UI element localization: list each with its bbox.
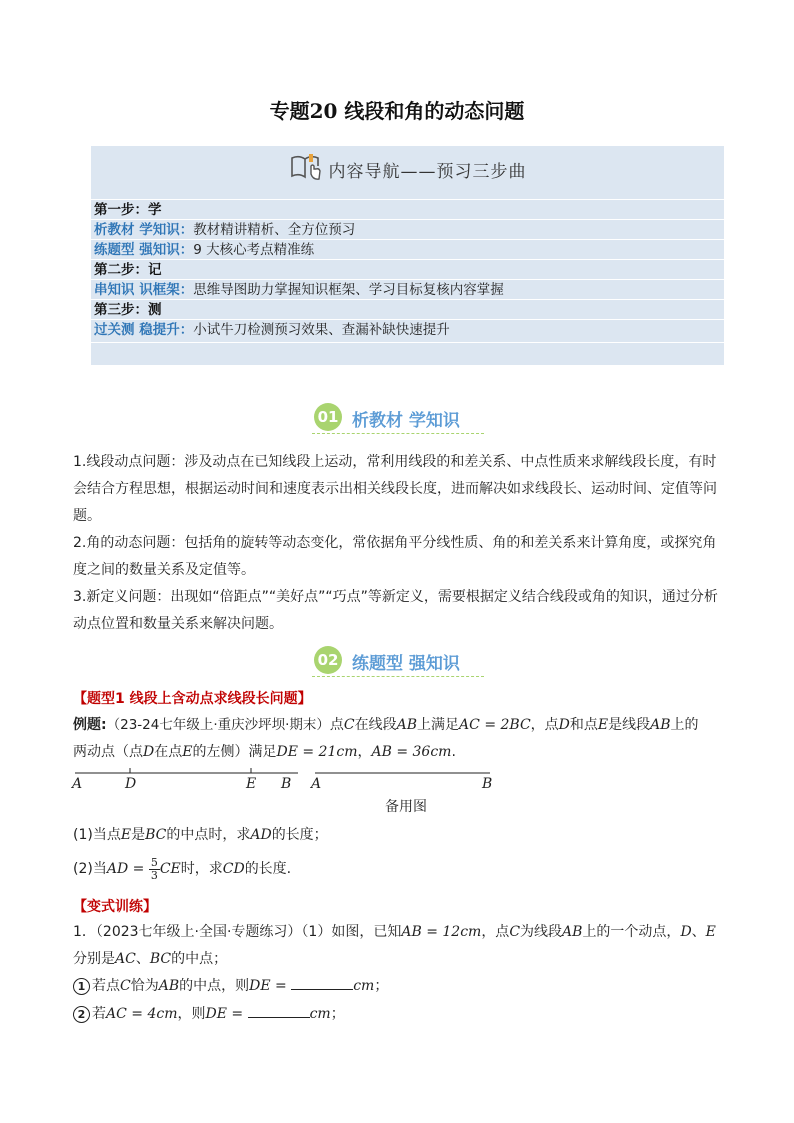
answer-blank[interactable] (248, 1003, 310, 1018)
text: 若 (92, 1006, 106, 1022)
text: ； (374, 978, 389, 994)
math-eq: AB = 12cm (401, 924, 482, 940)
math-var: C (343, 717, 355, 733)
point-label-d: D (125, 776, 137, 792)
nav-header-title: 内容导航——预习三步曲 (328, 161, 527, 182)
knowledge-paragraph: 1.线段动点问题：涉及动点在已知线段上运动，常利用线段的和差关系、中点性质来求解线段长度，有时会结合方程思想，根据运动时间和速度表示出相关线段长度，进而解决如求线段长、运动时间、定值等问题。 (73, 454, 717, 524)
nav-row-text: 小试牛刀检测预习效果、查漏补缺快速提升 (193, 322, 450, 338)
nav-row-label: 过关测 稳提升： (94, 322, 194, 338)
nav-row-framework (94, 280, 504, 300)
text: 在线段 (354, 717, 397, 733)
text: 上满足 (417, 717, 460, 733)
nav-row-step3 (94, 300, 162, 320)
text: 若点 (92, 978, 120, 994)
math-var: C (509, 924, 521, 940)
point-label-a: A (72, 776, 83, 792)
text: ，则 (177, 1006, 206, 1022)
math-var: BC (149, 951, 172, 967)
knowledge-paragraph: 3.新定义问题：出现如“倍距点”“美好点”“巧点”等新定义，需要根据定义结合线段或角的知识，通过分析动点位置和数量关系来解决问题。 (73, 589, 718, 632)
unit: cm (309, 1006, 331, 1022)
text: 是 (131, 827, 146, 843)
text: 恰为 (130, 978, 159, 994)
math-var: AB (562, 924, 583, 940)
nav-row-label: 第三步：测 (94, 302, 162, 318)
nav-row-step1 (94, 200, 162, 220)
text: 1．（2023七年级上·全国·专题练习）（1）如图，已知 (73, 924, 402, 940)
math-var: E (597, 717, 609, 733)
text: ； (330, 1006, 345, 1022)
nav-row-test (94, 320, 450, 340)
math-eq: AB = 36cm (371, 744, 452, 760)
math-eq: DE = (249, 978, 287, 994)
sub-question-2 (73, 1001, 723, 1028)
point-label-b-spare: B (482, 776, 493, 792)
circled-number: 1 (73, 978, 90, 995)
math-var: BC (145, 827, 167, 843)
math-var: AB (650, 717, 671, 733)
variant-line-2 (73, 946, 723, 973)
point-label-b: B (281, 776, 292, 792)
math-eq: DE = (205, 1006, 244, 1022)
example-line-1 (73, 712, 723, 739)
text: (1)当点 (73, 827, 121, 843)
example-label: 例题: (73, 717, 107, 733)
section-title: 析教材 学知识 (352, 411, 460, 431)
book-hand-icon (289, 152, 323, 186)
section-number-badge: 01 (314, 403, 342, 431)
page-title: 专题20 线段和角的动态问题 (269, 99, 525, 123)
text: 的中点，则 (179, 978, 250, 994)
text: 的长度. (244, 861, 292, 877)
question-2 (73, 852, 723, 886)
text: 的中点； (171, 951, 228, 967)
math-var: E (182, 744, 193, 760)
section-divider (312, 433, 484, 434)
nav-row-label: 第一步：学 (94, 202, 162, 218)
math-var: D (143, 744, 155, 760)
math-var: CE (159, 861, 181, 877)
nav-row-practice (94, 240, 314, 260)
example-line-2 (73, 739, 723, 766)
math-eq: AD = (106, 861, 145, 877)
answer-blank[interactable] (291, 975, 353, 990)
text: . (451, 744, 456, 760)
circled-number: 2 (73, 1006, 90, 1023)
nav-row-textbook (94, 220, 355, 240)
math-var: D (558, 717, 570, 733)
text: 、 (135, 951, 150, 967)
fraction-denominator: 3 (150, 868, 158, 882)
nav-row-step2 (94, 260, 162, 280)
math-var: AD (250, 827, 272, 843)
text: ， (357, 744, 372, 760)
text: 两动点（点 (73, 744, 143, 760)
text: 分别是 (73, 951, 115, 967)
text: 上的 (670, 717, 699, 733)
nav-row-label: 练题型 强知识： (94, 242, 194, 258)
text: (2)当 (73, 861, 107, 877)
nav-row-text: 思维导图助力掌握知识框架、学习目标复核内容掌握 (193, 282, 504, 298)
math-eq: DE = 21cm (276, 744, 358, 760)
text: 的左侧）满足 (192, 744, 277, 760)
section-number-badge: 02 (314, 646, 342, 674)
math-eq: AC = 4cm (106, 1006, 178, 1022)
sub-question-1 (73, 973, 723, 1000)
fraction (149, 857, 160, 882)
point-label-e: E (246, 776, 257, 792)
text: 和点 (569, 717, 598, 733)
math-var: AB (158, 978, 180, 994)
unit: cm (353, 978, 375, 994)
question-1 (73, 822, 723, 849)
knowledge-paragraph: 2.角的动态问题：包括角的旋转等动态变化，常依据角平分线性质、角的和差关系来计算角度，或探究角度之间的数量关系及定值等。 (73, 535, 717, 578)
math-var: E (120, 827, 132, 843)
math-var: D (680, 924, 692, 940)
math-var: CD (222, 861, 245, 877)
nav-row-label: 第二步：记 (94, 262, 162, 278)
math-var: C (120, 978, 131, 994)
nav-header (91, 146, 724, 192)
nav-row-text: 教材精讲精析、全方位预习 (193, 222, 356, 238)
example-source: （23-24七年级上·重庆沙坪坝·期末） (106, 717, 330, 733)
fraction-numerator: 5 (150, 855, 158, 869)
text: 的长度； (271, 827, 328, 843)
text: 为线段 (520, 924, 563, 940)
section-divider (312, 676, 484, 677)
nav-row-label: 串知识 识框架： (94, 282, 194, 298)
text: ，点 (481, 924, 510, 940)
text: 点 (329, 717, 344, 733)
text: 时，求 (180, 861, 223, 877)
text: 在点 (154, 744, 183, 760)
question-type-heading: 【题型1 线段上含动点求线段长问题】 (73, 691, 312, 707)
math-var: AB (396, 717, 418, 733)
nav-row-text: 9 大核心考点精准练 (193, 242, 315, 258)
math-eq: AC = 2BC (459, 717, 531, 733)
text: 上的一个动点， (582, 924, 681, 940)
figure-caption: 备用图 (385, 799, 427, 815)
math-var: AC (115, 951, 136, 967)
section-title: 练题型 强知识 (352, 654, 460, 674)
math-var: E (705, 924, 716, 940)
variant-heading: 【变式训练】 (73, 899, 157, 915)
point-label-a-spare: A (311, 776, 322, 792)
text: 的中点时，求 (166, 827, 251, 843)
text: ，点 (530, 717, 559, 733)
nav-row-label: 析教材 学知识： (94, 222, 194, 238)
text: 是线段 (608, 717, 651, 733)
variant-line-1 (73, 919, 723, 946)
text: 、 (691, 924, 706, 940)
